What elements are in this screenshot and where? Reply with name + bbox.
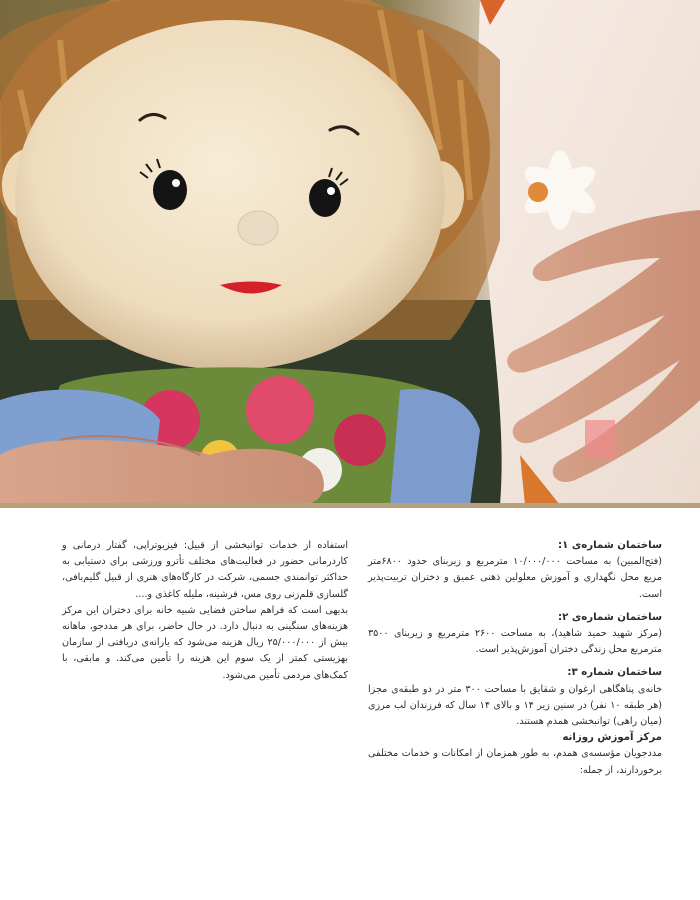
heading-building-2: ساختمان شماره‌ی ۲: (558, 611, 662, 623)
article-column-left (62, 538, 348, 691)
heading-building-1: ساختمان شماره‌ی ۱: (558, 540, 662, 551)
left-eye (153, 170, 187, 210)
right-eye (309, 179, 341, 217)
paragraph-building-2: (مرکز شهید حمید شاهید)، به مساحت ۲۶۰۰ مترمربع و زیربنای ۳۵۰۰ مترمربع محل زندگی دختران آموزش‌پذیر است. (368, 628, 662, 656)
doll-face (15, 20, 445, 370)
divider-bar (0, 503, 700, 508)
doll-nose (238, 211, 278, 245)
paragraph-services: استفاده از خدمات توانبخشی از قبیل: فیزیوتراپی، گفتار درمانی و کاردرمانی حضور در فعالیت‌های مختلف تأترو ورزشی برای دستیابی به حداکثر توانمندی جسمی، شرکت در کارگاه‌های هنری از قبیل گلیم‌بافی، گلسازی قلم‌زنی روی مس، فرشینه، ملیله کاغذی و.... (62, 540, 348, 600)
paragraph-building-3: خانه‌ی پناهگاهی ارغوان و شقایق با مساحت ۳۰۰ متر در دو طبقه‌ی مجزا (هر طبقه ۱۰ نفر) در سنین زیر ۱۴ و بالای ۱۴ سال که فرزندان لب مرزی (میان راهی) توانبخشی همدم هستند. (368, 683, 663, 728)
paragraph-costs: بدیهی است که فراهم ساختن فضایی شبیه خانه برای دختران این مرکز هزینه‌های سنگینی به دنبال دارد. در حال حاضر، برای هر مددجو، ماهانه بیش از ۲۵/۰۰۰/۰۰۰ ریال هزینه می‌شود که یارانه‌ی دریافتی از سازمان بهزیستی کمتر از یک سوم این هزینه را تأمین می‌کند. و مابقی، با کمک‌های مردمی تأمین می‌شود. (62, 604, 348, 681)
paragraph-day-center: مددجویان مؤسسه‌ی همدم، به طور همزمان از امکانات و خدمات مختلفی برخوردارند، از جمله: (368, 748, 662, 776)
article-column-right (368, 538, 662, 786)
heading-building-3: ساختمان شماره ۳: (567, 667, 662, 679)
heading-day-center: مرکز آموزش روزانه (562, 732, 662, 744)
paragraph-building-1: (فتح‌المبین) به مساحت ۱۰/۰۰۰/۰۰۰ مترمربع و زیربنای حدود ۶۸۰۰متر مربع محل نگهداری و آموزش معلولین ذهنی عمیق و دختران تربیت‌پذیر است. (368, 556, 662, 600)
